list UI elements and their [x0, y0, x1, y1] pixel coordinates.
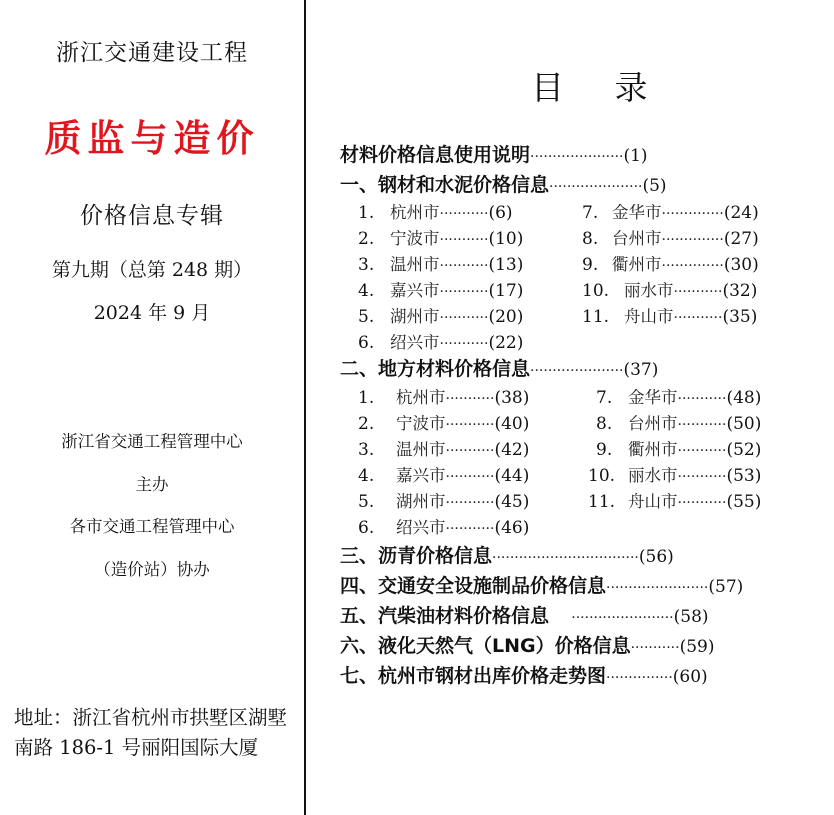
- leader-dots: ·····················: [530, 149, 624, 165]
- city-name: 嘉兴市: [396, 466, 446, 485]
- page-number: (59): [679, 637, 715, 657]
- issue-date: 2024 年 9 月: [93, 302, 211, 324]
- table-of-contents: [306, 0, 834, 815]
- leader-dots: ·······················: [606, 580, 709, 596]
- toc-entry-label: 材料价格信息使用说明: [340, 144, 531, 166]
- series-name: 浙江交通建设工程: [56, 40, 248, 66]
- entry-number: 6.: [358, 333, 375, 353]
- leader-dots: ···········: [677, 495, 727, 511]
- entry-number: 6.: [358, 518, 375, 538]
- toc-subentry[interactable]: [596, 410, 761, 434]
- city-name: 湖州市: [396, 492, 446, 511]
- publication-title: 质监与造价: [44, 116, 260, 160]
- entry-number: 8.: [582, 229, 599, 249]
- city-name: 衢州市: [612, 255, 662, 274]
- entry-number: 1.: [358, 203, 375, 223]
- page-number: (40): [494, 414, 530, 434]
- leader-dots: ···········: [439, 206, 489, 222]
- toc-subentry[interactable]: [358, 514, 529, 538]
- leader-dots: ···········: [445, 495, 495, 511]
- publication-subtitle: 价格信息专辑: [80, 203, 224, 229]
- entry-number: 7.: [582, 203, 599, 223]
- city-name: 绍兴市: [390, 333, 440, 352]
- leader-dots: ·······················: [549, 610, 674, 626]
- page-number: (50): [726, 414, 762, 434]
- toc-entry[interactable]: [340, 571, 743, 598]
- toc-entry[interactable]: [340, 354, 658, 381]
- toc-entry-label: 三、沥青价格信息: [340, 545, 493, 567]
- toc-title: 目 录: [531, 68, 668, 107]
- city-name: 金华市: [612, 203, 662, 222]
- leader-dots: ·································: [492, 550, 639, 566]
- page-number: (24): [723, 203, 759, 223]
- toc-entry-label: 七、杭州市钢材出库价格走势图: [340, 665, 607, 687]
- toc-entry[interactable]: [340, 661, 708, 688]
- leader-dots: ·····················: [530, 363, 624, 379]
- address: 地址：浙江省杭州市拱墅区湖墅南路 186-1 号丽阳国际大厦: [14, 706, 288, 759]
- toc-subentry[interactable]: [358, 384, 529, 408]
- page-number: (45): [494, 492, 530, 512]
- toc-entry-label: 四、交通安全设施制品价格信息: [340, 575, 607, 597]
- leader-dots: ···········: [439, 284, 489, 300]
- page-number: (52): [726, 440, 762, 460]
- leader-dots: ···········: [677, 469, 727, 485]
- toc-entry-label: 六、液化天然气（LNG）价格信息: [340, 635, 631, 657]
- toc-subentry[interactable]: [358, 410, 529, 434]
- toc-subentry[interactable]: [358, 436, 529, 460]
- city-name: 杭州市: [390, 203, 440, 222]
- leader-dots: ··············: [661, 206, 724, 222]
- toc-subentry[interactable]: [582, 225, 759, 249]
- toc-subentry[interactable]: [582, 251, 759, 275]
- toc-entry[interactable]: [340, 170, 667, 197]
- toc-subentry[interactable]: [358, 329, 523, 353]
- entry-number: 10.: [588, 466, 616, 486]
- entry-number: 2.: [358, 229, 375, 249]
- toc-subentry[interactable]: [588, 488, 761, 512]
- city-name: 湖州市: [390, 307, 440, 326]
- page-number: (35): [722, 307, 758, 327]
- leader-dots: ···········: [673, 284, 723, 300]
- entry-number: 10.: [582, 281, 610, 301]
- entry-number: 11.: [588, 492, 616, 512]
- city-name: 嘉兴市: [390, 281, 440, 300]
- city-name: 温州市: [396, 440, 446, 459]
- page-number: (27): [723, 229, 759, 249]
- leader-dots: ···········: [445, 443, 495, 459]
- page-number: (5): [642, 176, 667, 196]
- city-name: 台州市: [628, 414, 678, 433]
- toc-subentry[interactable]: [596, 436, 761, 460]
- leader-dots: ···········: [439, 258, 489, 274]
- city-name: 舟山市: [628, 492, 678, 511]
- city-name: 温州市: [390, 255, 440, 274]
- toc-subentry[interactable]: [358, 225, 523, 249]
- leader-dots: ··············: [661, 232, 724, 248]
- city-name: 舟山市: [624, 307, 674, 326]
- entry-number: 11.: [582, 307, 610, 327]
- toc-entry-label: 一、钢材和水泥价格信息: [340, 174, 550, 196]
- entry-number: 1.: [358, 388, 375, 408]
- toc-subentry[interactable]: [358, 277, 523, 301]
- city-name: 绍兴市: [396, 518, 446, 537]
- toc-subentry[interactable]: [596, 384, 761, 408]
- entry-number: 7.: [596, 388, 613, 408]
- page-number: (32): [722, 281, 758, 301]
- toc-subentry[interactable]: [358, 488, 529, 512]
- entry-number: 4.: [358, 466, 375, 486]
- leader-dots: ··············: [661, 258, 724, 274]
- page-number: (17): [488, 281, 524, 301]
- leader-dots: ···········: [439, 310, 489, 326]
- page-number: (53): [726, 466, 762, 486]
- page-number: (60): [672, 667, 708, 687]
- leader-dots: ···············: [606, 670, 673, 686]
- city-name: 台州市: [612, 229, 662, 248]
- page-number: (58): [673, 607, 709, 627]
- toc-entry-label: 二、地方材料价格信息: [340, 358, 531, 380]
- toc-subentry[interactable]: [358, 251, 523, 275]
- leader-dots: ···········: [630, 640, 680, 656]
- toc-subentry[interactable]: [582, 303, 757, 327]
- page-number: (38): [494, 388, 530, 408]
- toc-entry[interactable]: [340, 631, 714, 658]
- page-number: (6): [488, 203, 513, 223]
- leader-dots: ···········: [445, 469, 495, 485]
- page-number: (13): [488, 255, 524, 275]
- entry-number: 2.: [358, 414, 375, 434]
- entry-number: 5.: [358, 307, 375, 327]
- toc-subentry[interactable]: [582, 277, 757, 301]
- page-number: (48): [726, 388, 762, 408]
- page-number: (20): [488, 307, 524, 327]
- toc-subentry[interactable]: [358, 199, 513, 223]
- host-role: 主办: [135, 475, 169, 494]
- city-name: 丽水市: [624, 281, 674, 300]
- issue-number: 第九期（总第 248 期）: [51, 259, 253, 281]
- leader-dots: ···········: [445, 391, 495, 407]
- city-name: 金华市: [628, 388, 678, 407]
- leader-dots: ···········: [677, 417, 727, 433]
- page-number: (55): [726, 492, 762, 512]
- leader-dots: ···········: [439, 336, 489, 352]
- entry-number: 9.: [596, 440, 613, 460]
- page-number: (44): [494, 466, 530, 486]
- page-number: (1): [623, 146, 648, 166]
- toc-entry-label: 五、汽柴油材料价格信息: [340, 605, 550, 627]
- entry-number: 8.: [596, 414, 613, 434]
- page-number: (57): [708, 577, 744, 597]
- toc-subentry[interactable]: [588, 462, 761, 486]
- leader-dots: ···········: [439, 232, 489, 248]
- leader-dots: ·····················: [549, 179, 643, 195]
- toc-subentry[interactable]: [358, 462, 529, 486]
- cover-panel: [0, 0, 304, 815]
- leader-dots: ···········: [677, 443, 727, 459]
- entry-number: 9.: [582, 255, 599, 275]
- co-role: （造价站）协办: [94, 560, 210, 579]
- city-name: 宁波市: [390, 229, 440, 248]
- page-number: (30): [723, 255, 759, 275]
- page-number: (37): [623, 360, 659, 380]
- city-name: 宁波市: [396, 414, 446, 433]
- city-name: 丽水市: [628, 466, 678, 485]
- leader-dots: ···········: [673, 310, 723, 326]
- entry-number: 3.: [358, 255, 375, 275]
- page-number: (22): [488, 333, 524, 353]
- entry-number: 4.: [358, 281, 375, 301]
- toc-subentry[interactable]: [358, 303, 523, 327]
- page-number: (10): [488, 229, 524, 249]
- toc-subentry[interactable]: [582, 199, 759, 223]
- toc-entry[interactable]: [340, 541, 674, 568]
- entry-number: 5.: [358, 492, 375, 512]
- page-number: (42): [494, 440, 530, 460]
- leader-dots: ···········: [445, 417, 495, 433]
- city-name: 杭州市: [396, 388, 446, 407]
- city-name: 衢州市: [628, 440, 678, 459]
- entry-number: 3.: [358, 440, 375, 460]
- host-organization: 浙江省交通工程管理中心: [61, 432, 243, 451]
- co-organization: 各市交通工程管理中心: [69, 517, 235, 536]
- leader-dots: ···········: [445, 521, 495, 537]
- toc-entry[interactable]: [340, 601, 709, 628]
- page-number: (46): [494, 518, 530, 538]
- toc-entry[interactable]: [340, 140, 648, 167]
- leader-dots: ···········: [677, 391, 727, 407]
- page-number: (56): [638, 547, 674, 567]
